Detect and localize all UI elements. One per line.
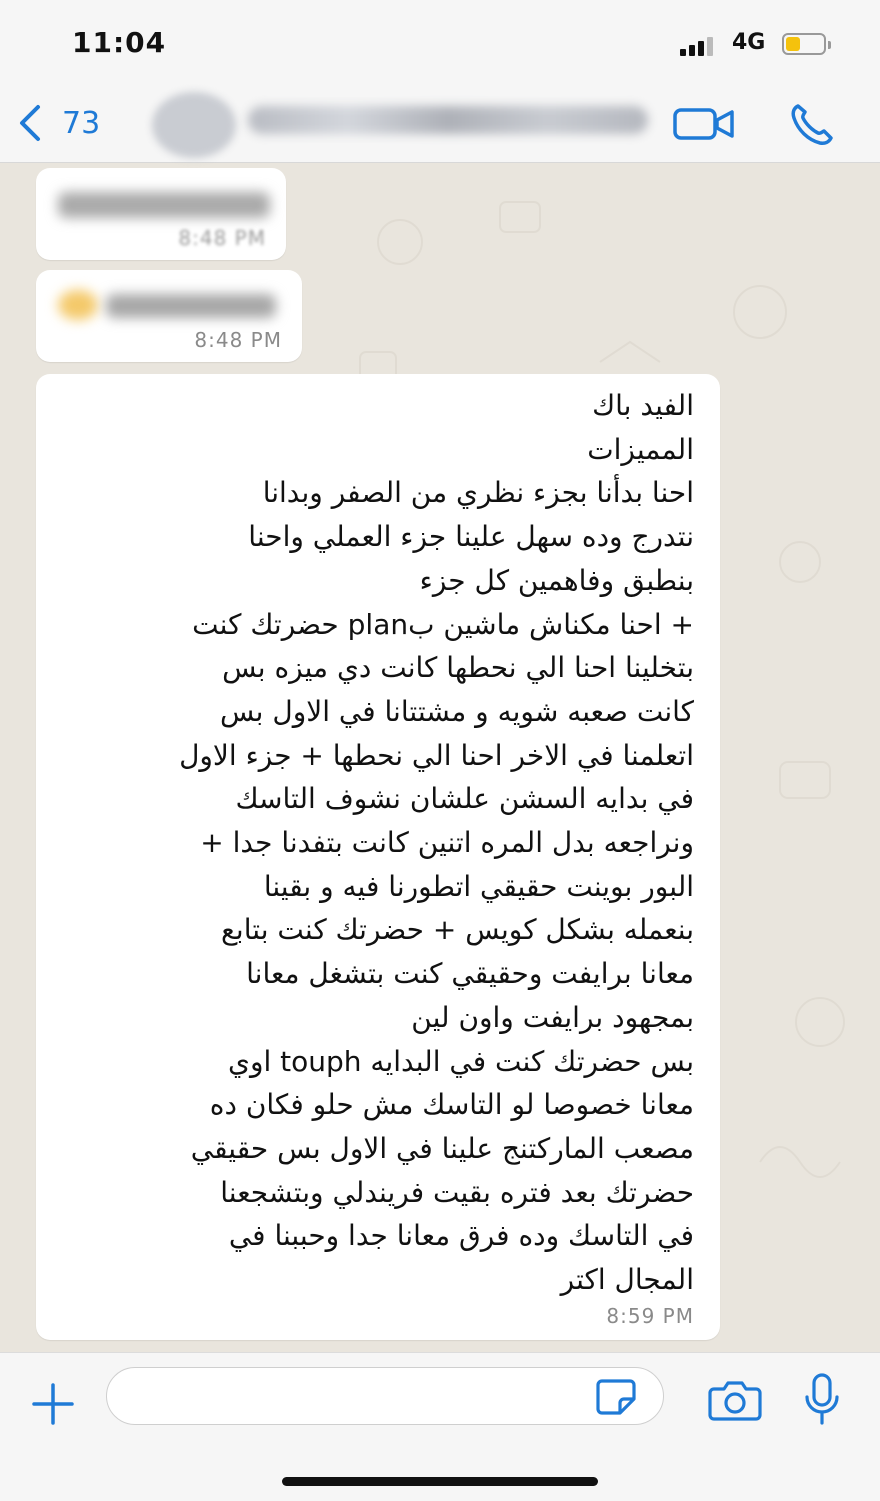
message-bubble-incoming[interactable] [36,270,302,362]
message-line: مصعب الماركتنج علينا في الاول بس حقيقي [190,1131,694,1165]
back-button[interactable] [16,98,100,148]
message-line: بنعمله بشكل كويس + حضرتك كنت بتابع [221,913,694,947]
message-line: اتعلمنا في الاخر احنا الي نحطها + جزء الاول [179,738,694,772]
message-line: + احنا مكناش ماشين بplan حضرتك كنت [192,607,694,641]
message-line: نتدرج وده سهل علينا جزء العملي واحنا [248,520,694,554]
message-line: في التاسك وده فرق معانا جدا وحببنا في [228,1219,694,1253]
home-indicator [282,1477,598,1486]
microphone-icon [804,1373,840,1425]
redacted-emoji [58,290,98,320]
message-line: معانا برايفت وحقيقي كنت بتشغل معانا [246,957,694,991]
message-time: 8:48 PM [194,328,282,352]
composer-bar [0,1352,880,1501]
redacted-message-text [58,192,270,218]
unread-count: 73 [62,105,101,141]
status-bar [0,0,880,88]
message-bubble-incoming[interactable] [36,374,720,1340]
sticker-icon [594,1377,638,1417]
camera-button[interactable] [708,1379,762,1421]
message-line: بمجهود برايفت واون لين [411,1000,694,1034]
contact-name-redacted[interactable] [248,106,648,134]
microphone-button[interactable] [804,1373,840,1425]
message-line: في بدايه السشن علشان نشوف التاسك [235,782,694,816]
message-line: البور بوينت حقيقي اتطورنا فيه و بقينا [263,869,694,903]
chevron-left-icon [16,103,44,143]
message-input[interactable] [106,1367,664,1425]
message-line: معانا خصوصا لو التاسك مش حلو فكان ده [209,1088,694,1122]
status-time: 11:04 [72,26,167,59]
message-line: كانت صعبه شويه و مشتتانا في الاول بس [219,694,694,728]
message-time: 8:59 PM [606,1304,694,1328]
message-bubble-incoming[interactable] [36,168,286,260]
message-line: المجال اكتر [560,1263,694,1297]
message-time: 8:48 PM [178,226,266,250]
message-line: بتخلينا احنا الي نحطها كانت دي ميزه بس [222,651,694,685]
message-line: احنا بدأنا بجزء نظري من الصفر وبدانا [262,476,694,510]
message-line: بس حضرتك كنت في البدايه touph اوي [228,1044,694,1078]
message-line: بنطبق وفاهمين كل جزء [419,563,694,597]
chat-header [0,88,880,163]
message-text [54,384,694,1302]
voice-call-button[interactable] [788,100,836,148]
redacted-message-text [106,294,276,318]
camera-icon [708,1379,762,1421]
chat-thread[interactable] [0,162,880,1352]
message-line: ونراجعه بدل المره اتنين كانت بتفدنا جدا + [200,826,694,860]
video-camera-icon [672,104,736,144]
attach-button[interactable] [30,1381,76,1427]
message-line: الفيد باك [592,389,694,422]
network-type: 4G [732,30,766,55]
video-call-button[interactable] [672,104,736,144]
plus-icon [30,1381,76,1427]
message-line: حضرتك بعد فتره بقيت فريندلي وبتشجعنا [220,1175,694,1209]
battery-icon [782,33,826,55]
sticker-button[interactable] [594,1377,638,1417]
phone-icon [788,100,836,148]
message-line: المميزات [587,432,694,466]
signal-strength-icon [680,34,720,56]
contact-avatar[interactable] [152,92,236,158]
